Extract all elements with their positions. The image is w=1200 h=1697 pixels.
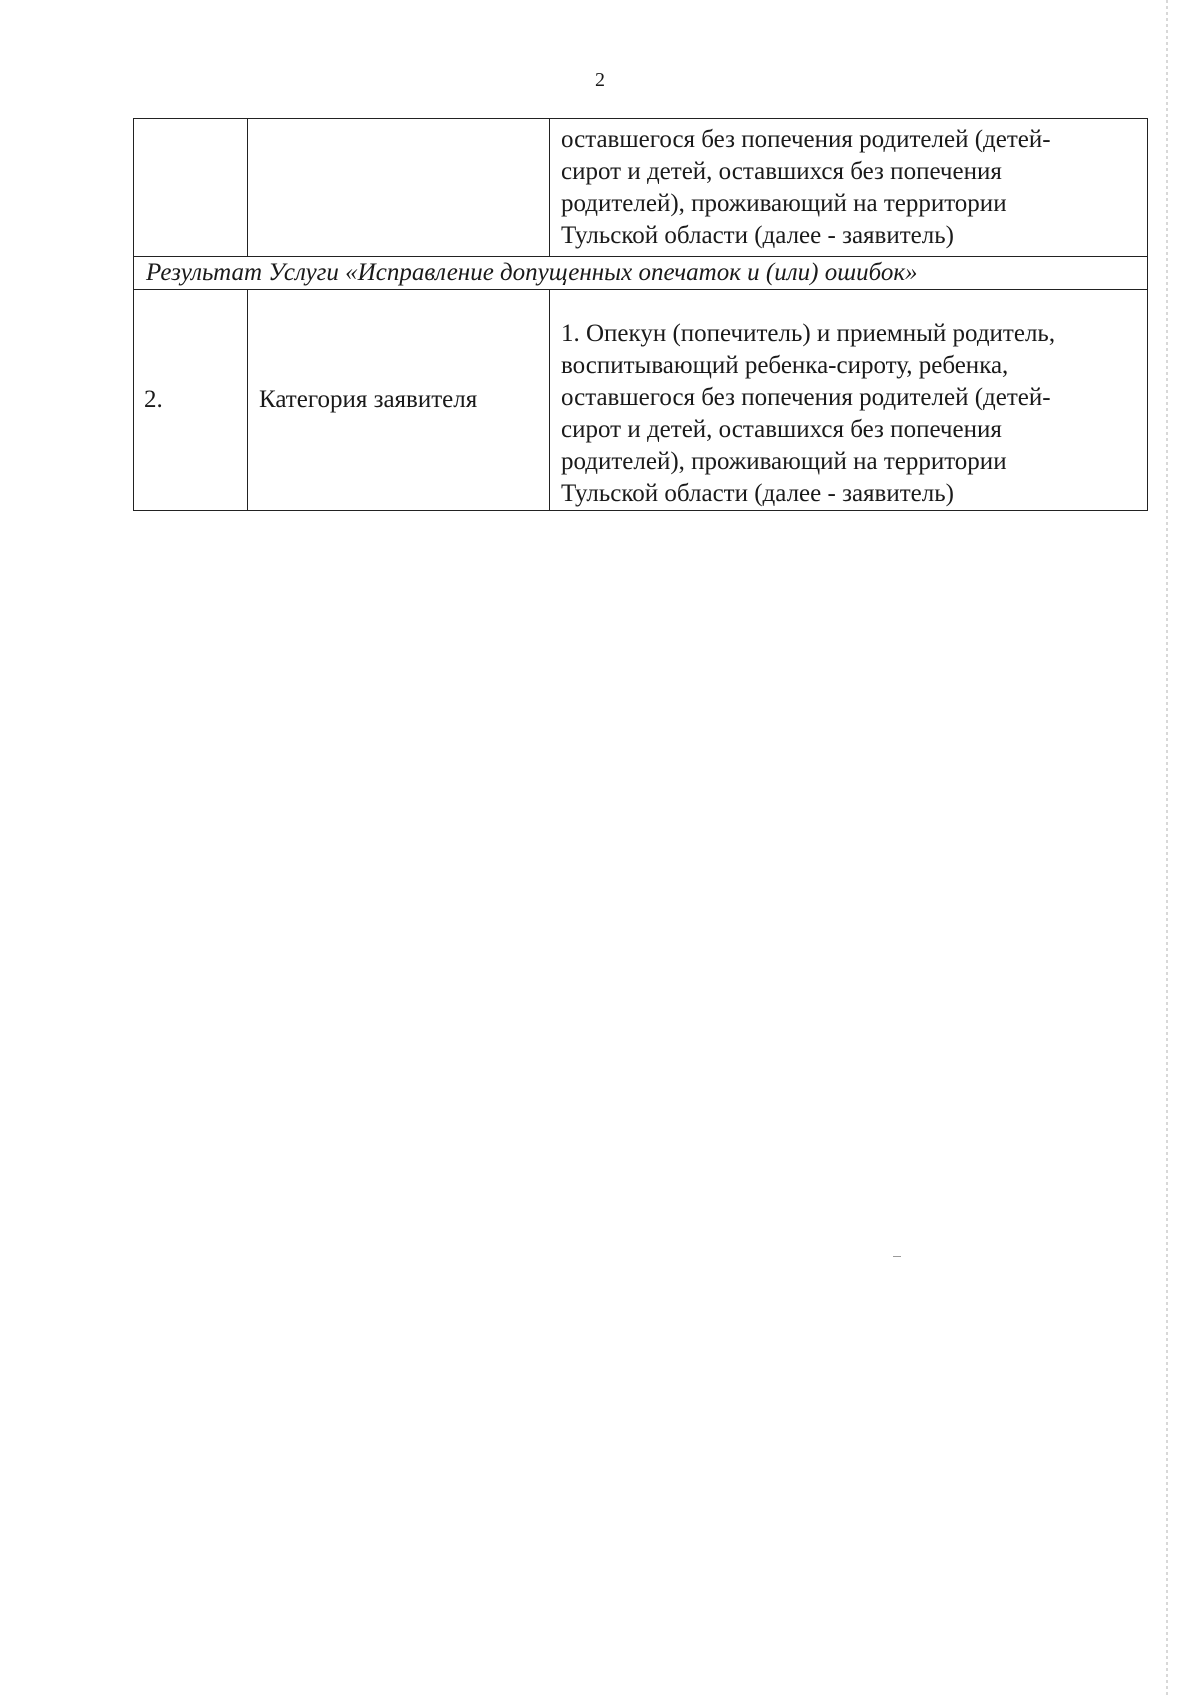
parameter-value-cell	[550, 290, 1148, 511]
parameter-value: оставшегося без попечения родителей (детей- сирот и детей, оставшихся без попечения родителей), проживающий на территории Тульской области (далее - заявитель)	[561, 126, 1051, 249]
parameter-name: Категория заявителя	[259, 386, 478, 413]
row-number-cell	[134, 290, 248, 511]
section-header: Результат Услуги «Исправление допущенных опечаток и (или) ошибок»	[134, 257, 1148, 290]
scan-speck-decoration	[893, 1256, 901, 1257]
table-row	[134, 119, 1148, 257]
section-header-row	[134, 257, 1148, 290]
parameter-value: 1. Опекун (попечитель) и приемный родитель, воспитывающий ребенка-сироту, ребенка, оставшегося без попечения родителей (детей- сирот и детей, оставшихся без попечения родителей), проживающий на территории Тульской области (далее - заявитель)	[561, 320, 1056, 507]
table-row	[134, 290, 1148, 511]
applicant-category-table	[133, 118, 1148, 511]
row-number-cell	[134, 119, 248, 257]
page-number: 2	[595, 69, 605, 91]
scan-edge-decoration	[1166, 0, 1168, 1697]
parameter-name-cell	[248, 290, 550, 511]
parameter-name-cell	[248, 119, 550, 257]
row-number	[134, 119, 247, 128]
parameter-name	[248, 119, 549, 128]
row-number: 2.	[144, 386, 163, 413]
parameter-value-cell	[550, 119, 1148, 257]
